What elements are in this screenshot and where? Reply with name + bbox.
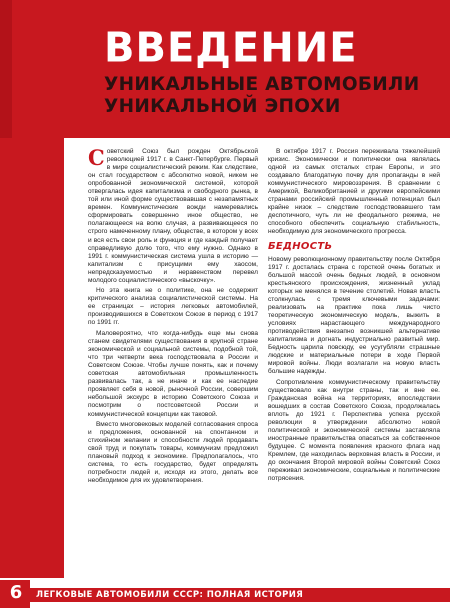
text-column-right xyxy=(268,148,440,486)
paragraph: Сопротивление коммунистическому правительству существовало как внутри страны, так и вне ее. Гражданская война на территориях, впоследствии вошедших в состав Советского Союза, продолжалась вплоть до 1921 г. Перспектива успеха русской революции в утверждении абсолютно новой политической и экономической системы заставляла иностранные правительства опасаться за собственное будущее. С момента появления красного флага над Кремлем, где находилась верховная власть в России, и до окончания Второй мировой войны Советский Союз переживал экономические, социальные и политические потрясения. xyxy=(268,378,440,483)
text-column-left xyxy=(88,145,258,488)
running-title: ЛЕГКОВЫЕ АВТОМОБИЛИ СССР: ПОЛНАЯ ИСТОРИЯ xyxy=(36,590,304,600)
paragraph-text: оветский Союз был рожден Октябрьской революцией 1917 г. в Санкт-Петербурге. Первый в мире социалистический режим. Как следствие, он стал государством с абсолютно новой, никем не опробованной экономической системой, которой отвергалась идея капитализма и свободного рынка, в той или иной форме существовавшая с незапамятных времен. Коммунистические вожди намеревались сформировать совершенно иное общество, не полагающееся на волю случая, а развивающееся по строго намеченному плану, обществе, в котором у всех и вся есть свои роль и функция и где каждый получает справедливую долю того, что ему нужно. Однако в 1991 г. коммунистическая система ушла в историю — капитализм с присущими ему хаосом, непредсказуемостью и неравенством перевел молодого социалистического «выскочку». xyxy=(88,148,258,284)
paragraph: Вместо многовековых моделей согласования спроса и предложения, основанной на спонтанном и стихийном желании и способности людей продавать свой труд и покупать товары, коммунизм предложил плановый подход к экономике. Предполагалось, что система, то есть государство, будет определять потребности людей и, исходя из этого, делать все необходимое для их удовлетворения. xyxy=(88,421,258,485)
drop-cap: С xyxy=(88,145,105,170)
header-accent-strip xyxy=(0,0,12,138)
page-number: 6 xyxy=(9,582,23,603)
left-margin-band xyxy=(0,138,64,578)
paragraph: Но эта книга не о политике, она не содержит критического анализа социалистической системы. На ее страницах – история легковых автомобилей, производившихся в Советском Союзе в период с 1917 по 1991 гг. xyxy=(88,287,258,327)
paragraph: Новому революционному правительству после Октября 1917 г. досталась страна с горсткой очень богатых и большой массой очень бедных людей, в основном крестьянского происхождения, жизненный уклад которых не менялся в течение столетий. Новая власть столкнулась с тремя ключевыми задачами: реализовать на практике пока лишь чисто теоретическую экономическую модель, выжить в условиях нарастающего международного противодействия внезапно возникшей альтернативе капитализма и догнать индустриально развитый мир. Бедность царила повсюду, ее усугубляли страшные людские и материальные потери в ходе Первой мировой войны. Люди возлагали на новую власть большие надежды. xyxy=(268,255,440,376)
intro-paragraph xyxy=(88,145,258,285)
paragraph: Маловероятно, что когда-нибудь еще мы снова станем свидетелями существования в крупной стране экономической и социальной системы, подобной той, что три четверти века господствовала в России и Советском Союзе. Чтобы лучше понять, как и почему советская автомобильная промышленность развивалась так, а не иначе и как ее наследие проявляет себя в новой, рыночной России, совершим небольшой экскурс в историю Советского Союза и посмотрим о постсоветской России и коммунистической концепции как таковой. xyxy=(88,330,258,418)
section-heading: БЕДНОСТЬ xyxy=(268,240,333,252)
subtitle-line-2: УНИКАЛЬНОЙ ЭПОХИ xyxy=(104,96,341,117)
subtitle-line-1: УНИКАЛЬНЫЕ АВТОМОБИЛИ xyxy=(104,74,420,95)
page-footer xyxy=(0,580,450,608)
chapter-header xyxy=(0,0,450,138)
chapter-subtitle xyxy=(104,74,424,118)
paragraph: В октябре 1917 г. Россия переживала тяжелейший кризис. Экономически и политически она являлась одной из самых отсталых стран Европы, и это создавало благодатную почву для пропаганды в ней коммунистического мировоззрения. В сравнении с Америкой, Великобританией и другими европейскими странами российский промышленный потенциал был крайне низок – следствие господствовавшего там деспотичного, чуть ли не феодального режима, не способного обеспечить социальную стабильность, необходимую для экономического прогресса. xyxy=(268,148,440,236)
chapter-title: ВВЕДЕНИЕ xyxy=(104,24,358,72)
